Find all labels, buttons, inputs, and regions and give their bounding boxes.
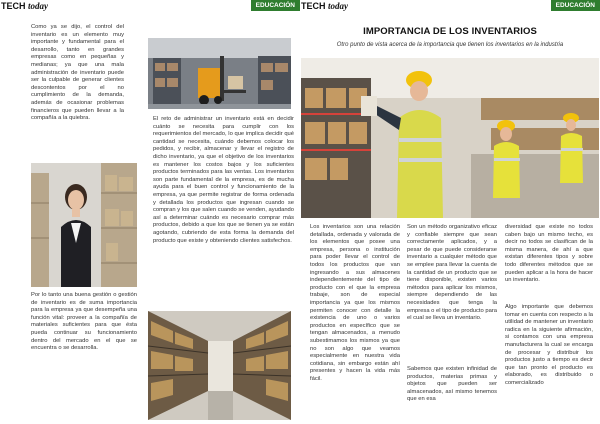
brand-logo xyxy=(1,1,48,11)
intro-paragraph: Como ya se dijo, el control del inventario es un elemento muy importante y fundamental para el desarrollo, tanto en grandes empresas como en pequeñas y medianas; ya que una mala administración de inventario puede ser la culpable de generar clientes descontentos por el no cumplimiento de la demanda, además de ocasionar problemas financieros que pueden llevar a la compañía a la quiebra. xyxy=(31,24,124,122)
main-paragraph: El reto de administrar un inventario está en decidir cuánto se necesita para cumplir con los requerimientos del mercado, lo que implica decidir qué cantidad se necesita, cuándo debemos colocar los pedidos, y recibir, almacenar y llevar el registro de dicho inventario, ya que el objetivo de los inventarios es mantener los costos bajos y los suficientes productos terminados para las ventas. Los inventarios son parte fundamental de la empresa, es de mucha ayuda para el buen control y funcionamiento de la empresa, ya que permite registrar de forma ordenada y detallada los productos que ingresan cuando se compran y los que salen cuando se venden, ayudando así a determinar cuándo es necesario comprar más productos, debido a que los que se tienen ya se están agotando, cubriendo de esta forma la demanda del producto que existe y obteniendo clientes satisfechos. xyxy=(153,116,294,244)
column-3-text: diversidad que existe no todos caben bajo un mismo techo, es decir no todos se clasifican de la misma manera, de ahí a que existan diferentes tipos y sobre todo diferentes métodos que se pueden aplicar a la hora de hacer un inventario. xyxy=(505,224,593,284)
closing-paragraph: Por lo tanto una buena gestión o gestión de inventario es de suma importancia para la empresa ya que desempeña una función vital: proveer a la compañía de materiales suficientes para que ésta pueda continuar su funcionamiento dentro del mercado en el que se encuentra o se desarrolla. xyxy=(31,292,137,352)
brand-accent: today xyxy=(28,1,49,11)
forklift-photo xyxy=(148,38,291,109)
brand-main: TECH xyxy=(1,1,26,11)
article-subtitle: Otro punto de vista acerca de la importancia que tienen los inventarios en la industria xyxy=(336,42,564,48)
column-2-continued: Sabemos que existen infinidad de productos, materias primas y objetos que pueden ser almacenados, así mismo tenemos que en esa xyxy=(407,366,497,403)
section-tag: EDUCACIÓN xyxy=(251,0,300,11)
brand-accent: today xyxy=(328,1,349,11)
warehouse-workers-photo xyxy=(301,58,599,218)
brand-logo xyxy=(301,1,348,11)
column-1-text: Los inventarios son una relación detallada, ordenada y valorada de los elementos que posee una empresa, persona o institución para poder llevar el control de todos los productos que van ingresando a sus almacenes independientemente del tipo de producto con el que la empresa trabaje, son de especial importancia ya que los mismos permiten conocer con detalle la existencia de uno o varios productos en específico que se tengan almacenados, a menudo subestimamos los mismos ya que no son algo que veamos especialmente en nuestra vida cotidiana, sin embargo están ahí presentes y hacen la vida más fácil. xyxy=(310,224,400,382)
businesswoman-photo xyxy=(31,163,137,287)
brand-main: TECH xyxy=(301,1,326,11)
right-page xyxy=(300,0,600,424)
warehouse-shelves-photo xyxy=(148,311,291,420)
column-3-continued: Algo importante que debemos tomar en cuenta con respecto a la utilidad de mantener un inventario radica en la siguiente afirmación, si contamos con una empresa manufacturera la cual se encarga de procesar y distribuir los productos justo a tiempo es decir que tan pronto el producto es elaborado, es distribuido o comercializado xyxy=(505,304,593,386)
article-title: IMPORTANCIA DE LOS INVENTARIOS xyxy=(363,26,537,37)
column-2-text: Son un método organizativo eficaz y confiable siempre que sean correctamente aplicados, y a pesar de que puede considerarse inventario a cualquier método que se emplee para llevar la cuenta de la cantidad de un producto que se tiene disponible, existen varios métodos para aplicar los mismos, siempre dependiendo de las necesidades que tenga la empresa o el tipo de producto para el cual se lleva un inventario. xyxy=(407,224,497,322)
section-tag: EDUCACIÓN xyxy=(551,0,600,11)
